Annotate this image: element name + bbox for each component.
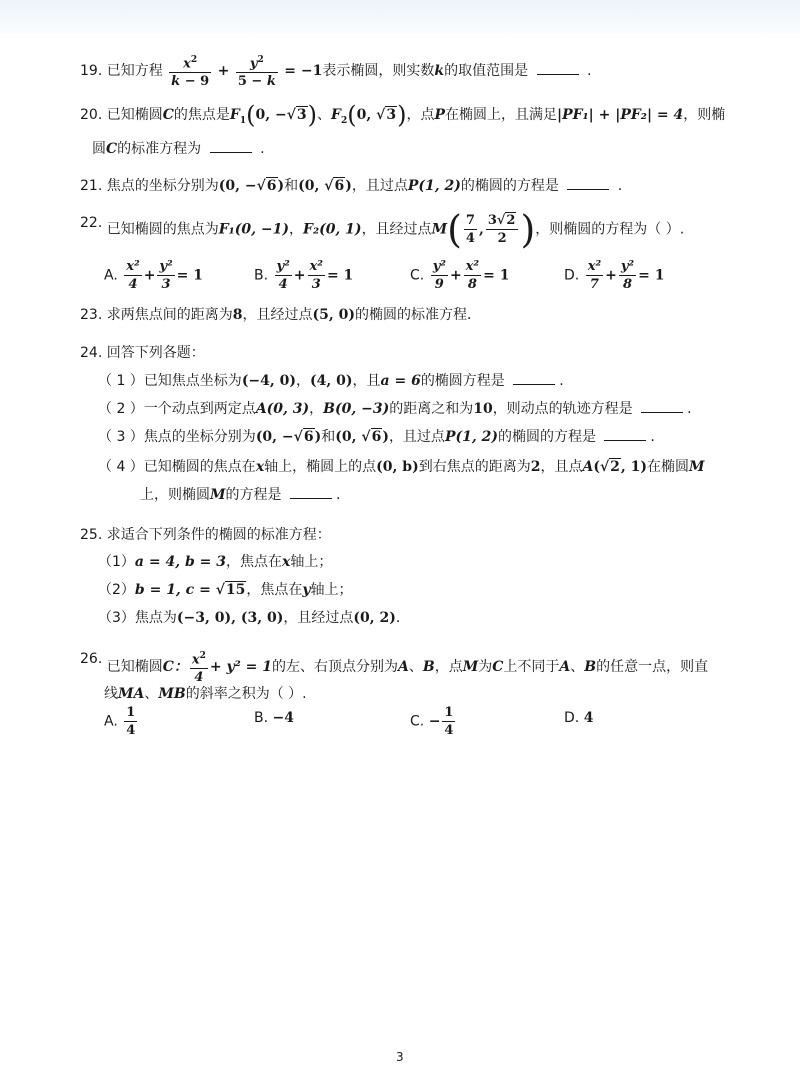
option-c[interactable]: C. $\frac{\text{y²}}{9}$ + $\frac{\text{x²}}{8}$ = 1	[410, 259, 510, 292]
question-23: 23. 求两焦点间的距离为8，且经过点(5, 0)的椭圆的标准方程．	[80, 307, 481, 323]
option-d[interactable]: D. 4	[564, 710, 594, 726]
question-25-part-2: （2）b = 1, c = √15，焦点在y轴上；	[98, 582, 353, 598]
option-d[interactable]: D. $\frac{\text{x²}}{7}$ + $\frac{\text{y²}}{8}$ = 1	[564, 259, 665, 292]
answer-blank[interactable]	[641, 400, 683, 413]
fraction: $\frac{3√2}{2}$	[486, 212, 519, 247]
page-number: 3	[396, 1050, 404, 1064]
question-24-part-4-line2: 上，则椭圆M的方程是 .	[140, 487, 341, 503]
question-20-line2: 圆C的标准方程为 .	[92, 141, 265, 157]
question-20: 20. 已知椭圆C的焦点是$F_1(0$, −√3)、$F_2(0$, √3)，点P在椭圆上，且满足|PF₁| + |PF₂| = 4，则椭	[80, 101, 726, 129]
fraction: $\frac{x^2}{4}$	[191, 651, 206, 686]
question-26: 26. 已知椭圆C： $\frac{x^2}{4}$ + y² = 1的左、右顶点分别为A、B，点M为C上不同于A、B的任意一点，则直	[80, 648, 730, 686]
fraction-one-quarter: $\frac{1}{4}$	[444, 705, 454, 738]
question-24-part-2: （ 2 ）一个动点到两定点A(0, 3)，B(0, −3)的距离之和为10，则动点的轨迹方程是 .	[98, 401, 692, 417]
option-b[interactable]: B. −4	[254, 710, 294, 726]
answer-blank[interactable]	[290, 486, 332, 499]
answer-blank[interactable]	[513, 372, 555, 385]
answer-blank[interactable]	[537, 62, 579, 75]
fraction: $\frac{y^2}{5 - k}$	[237, 55, 276, 90]
question-24: 24. 回答下列各题：	[80, 345, 205, 361]
fraction: $\frac{x^2}{k - 9}$	[171, 55, 210, 90]
question-19: 19. 已知方程 $\frac{x^2}{k - 9}$ + $\frac{y^2}{5 - k}$ = −1表示椭圆，则实数k的取值范围是 .	[80, 52, 730, 90]
option-a[interactable]: A. $\frac{\text{x²}}{4}$ + $\frac{\text{y²}}{3}$ = 1	[104, 259, 204, 292]
question-25-part-3: （3）焦点为(−3, 0), (3, 0)，且经过点(0, 2).	[98, 610, 401, 626]
question-24-part-3: （ 3 ）焦点的坐标分别为(0, −√6)和(0, √6)，且过点P(1, 2)的椭圆的方程是 .	[98, 429, 655, 445]
question-24-part-1: （ 1 ）已知焦点坐标为(−4, 0)，(4, 0)，且a = 6的椭圆方程是 .	[98, 373, 564, 389]
fraction: $\frac{7}{4}$	[465, 213, 475, 246]
option-a[interactable]: A. $\frac{1}{4}$	[104, 705, 136, 738]
option-c[interactable]: C. − $\frac{1}{4}$	[410, 705, 454, 738]
question-21: 21. 焦点的坐标分别为(0, −√6)和(0, √6)，且过点P(1, 2)的椭圆的方程是 .	[80, 178, 623, 194]
answer-blank[interactable]	[210, 140, 252, 153]
question-25-part-1: （1）a = 4, b = 3，焦点在x轴上；	[98, 554, 333, 570]
option-b[interactable]: B. $\frac{\text{y²}}{4}$ + $\frac{\text{x²}}{3}$ = 1	[254, 259, 354, 292]
question-26-line2: 线MA、MB的斜率之积为（ ）.	[104, 686, 307, 702]
answer-blank[interactable]	[604, 428, 646, 441]
question-24-part-4: （ 4 ）已知椭圆的焦点在x轴上，椭圆上的点(0, b)到右焦点的距离为2，且点A(√2, 1)在椭圆M	[98, 459, 705, 475]
fraction-one-quarter: $\frac{1}{4}$	[126, 705, 136, 738]
question-22: 22. 已知椭圆的焦点为F₁(0, −1)，F₂(0, 1)，且经过点M( $\frac{7}{4}$ , $\frac{3√2}{2}$ )，则椭圆的方程为（ ）.	[80, 207, 685, 252]
answer-blank[interactable]	[567, 177, 609, 190]
question-25: 25. 求适合下列条件的椭圆的标准方程：	[80, 527, 331, 543]
